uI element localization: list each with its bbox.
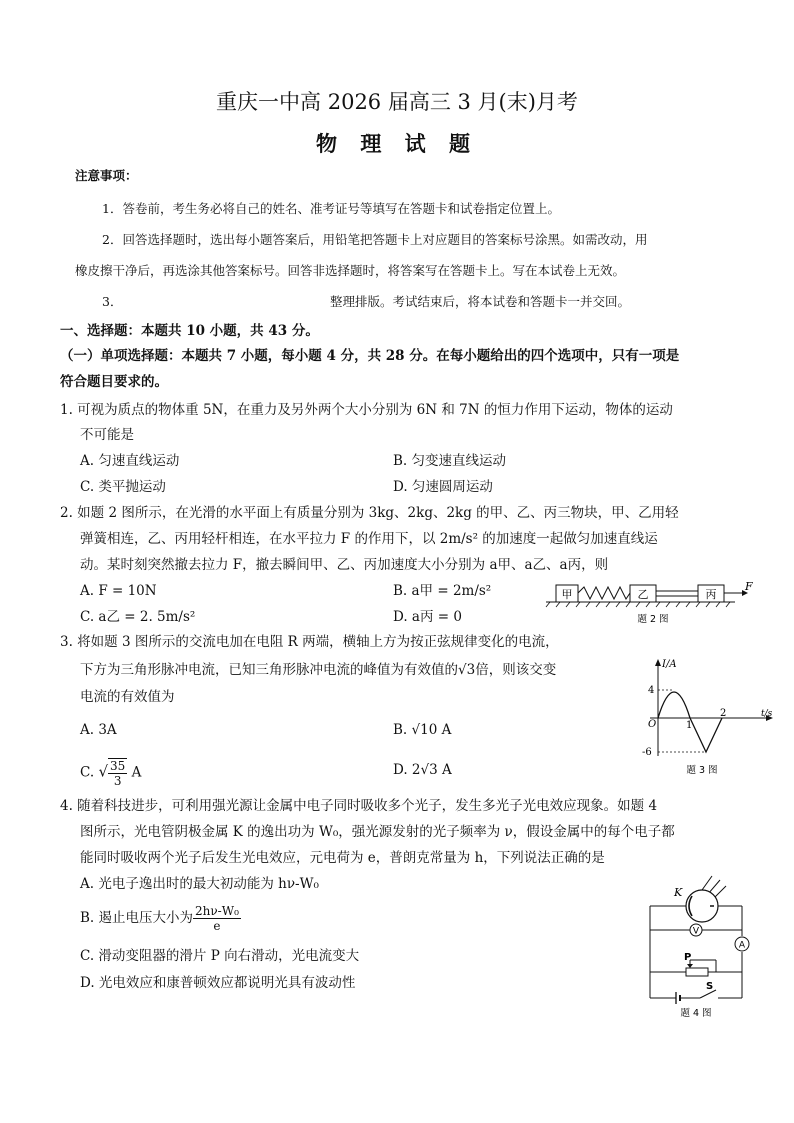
- q3-y-axis-label: I/A: [662, 659, 677, 670]
- q4-fig-label-s: S: [706, 981, 714, 992]
- note-2b: 橡皮擦干净后，再选涂其他答案标号。回答非选择题时，将答案写在答题卡上。写在本试卷上无效。: [75, 263, 626, 278]
- q4-b-numerator: 2hν-W₀: [195, 904, 239, 918]
- q4-option-b: [80, 904, 241, 933]
- section-sub-b: 符合题目要求的。: [60, 374, 168, 390]
- sine-pulse: [658, 692, 690, 718]
- triangle-pulse: [690, 718, 722, 752]
- q3-tick-2: 2: [720, 708, 727, 719]
- q2-fig-label-bing: 丙: [705, 588, 717, 601]
- q3-option-c: [80, 758, 141, 788]
- q3-option-c-fraction: [108, 758, 127, 788]
- q1-stem-a: 1. 可视为质点的物体重 5N，在重力及另外两个大小分别为 6N 和 7N 的恒力作用下运动，物体的运动: [60, 402, 673, 418]
- q3-option-c-unit: A: [131, 764, 142, 781]
- q3-c-denominator: 3: [113, 774, 122, 788]
- note-1: 1．答卷前，考生务必将自己的姓名、准考证号等填写在答题卡和试卷指定位置上。: [102, 201, 560, 216]
- q4-fig-label-a: A: [738, 940, 746, 951]
- q2-fig-label-jia: 甲: [561, 588, 573, 601]
- q3-stem-b: 下方为三角形脉冲电流，已知三角形脉冲电流的峰值为有效值的√3倍，则该交变: [80, 662, 557, 678]
- q4-figure: [640, 872, 760, 1020]
- q3-figure: [640, 656, 785, 778]
- q4-stem-c: 能同时吸收两个光子后发生光电效应，元电荷为 e，普朗克常量为 h，下列说法正确的是: [80, 850, 605, 866]
- section-sub-a: （一）单项选择题：本题共 7 小题，每小题 4 分，共 28 分。在每小题给出的四个选项中，只有一项是: [60, 348, 680, 364]
- q1-option-b: B. 匀变速直线运动: [393, 453, 507, 469]
- note-3b: 整理排版。考试结束后，将本试卷和答题卡一并交回。: [330, 294, 631, 309]
- q2-option-c: C. a乙 = 2. 5m/s²: [80, 609, 196, 625]
- q1-stem-b: 不可能是: [80, 427, 134, 443]
- q1-option-a: A. 匀速直线运动: [80, 453, 180, 469]
- q3-stem-a: 3. 将如题 3 图所示的交流电加在电阻 R 两端，横轴上方为按正弦规律变化的电流，: [60, 634, 559, 650]
- notes-heading: 注意事项：: [75, 168, 138, 183]
- q3-fig-caption: 题 3 图: [686, 765, 718, 776]
- q4-option-b-label: B. 遏止电压大小为: [80, 910, 194, 926]
- q4-stem-a: 4. 随着科技进步，可利用强光源让金属中电子同时吸收多个光子，发生多光子光电效应现象。如题 4: [60, 798, 658, 814]
- rheostat: [686, 968, 708, 976]
- q4-option-a: A. 光电子逸出时的最大初动能为 hν-W₀: [80, 876, 319, 892]
- exam-subtitle: 物 理 试 题: [316, 131, 478, 156]
- q4-option-d: D. 光电效应和康普顿效应都说明光具有波动性: [80, 975, 356, 991]
- q3-option-d: D. 2√3 A: [393, 762, 452, 778]
- q3-option-b: B. √10 A: [393, 722, 452, 738]
- q2-stem-a: 2. 如题 2 图所示，在光滑的水平面上有质量分别为 3kg、2kg、2kg 的甲、乙、丙三物块，甲、乙用轻: [60, 505, 679, 521]
- spring: [578, 587, 630, 599]
- q2-figure: [540, 580, 755, 626]
- q2-stem-c: 动。某时刻突然撤去拉力 F，撤去瞬间甲、乙、丙加速度大小分别为 a甲、a乙、a丙，则: [80, 557, 609, 573]
- note-2a: 2．回答选择题时，选出每小题答案后，用铅笔把答题卡上对应题目的答案标号涂黑。如需改动，用: [102, 232, 648, 247]
- q4-stem-b: 图所示，光电管阴极金属 K 的逸出功为 W₀，强光源发射的光子频率为 ν，假设金属中的每个电子都: [80, 824, 675, 840]
- q4-fig-label-p: P: [684, 952, 692, 963]
- q2-option-d: D. a丙 = 0: [393, 609, 462, 625]
- q4-option-b-fraction: [193, 904, 241, 933]
- sqrt-icon: √: [98, 762, 108, 781]
- q2-fig-caption: 题 2 图: [637, 614, 669, 625]
- q1-option-c: C. 类平抛运动: [80, 479, 166, 495]
- q2-option-b: B. a甲 = 2m/s²: [393, 583, 492, 599]
- q4-b-denominator: e: [213, 919, 221, 933]
- q3-tick-neg6: -6: [642, 747, 652, 758]
- q3-x-axis-label: t/s: [761, 709, 773, 719]
- q2-fig-label-yi: 乙: [637, 588, 649, 601]
- q3-c-numerator: 35: [110, 759, 126, 773]
- q3-option-c-label: C.: [80, 764, 95, 781]
- q3-option-a: A. 3A: [80, 722, 117, 738]
- q3-tick-1: 1: [686, 720, 693, 731]
- exam-title: 重庆一中高 2026 届高三 3 月(末)月考: [216, 90, 578, 114]
- q2-fig-label-force: F: [745, 580, 753, 593]
- section-heading: 一、选择题：本题共 10 小题，共 43 分。: [60, 323, 319, 339]
- q1-option-d: D. 匀速圆周运动: [393, 479, 493, 495]
- note-3a: 3．: [102, 294, 123, 309]
- q3-origin-label: O: [648, 719, 657, 730]
- q4-fig-caption: 题 4 图: [680, 1008, 712, 1019]
- q2-stem-b: 弹簧相连，乙、丙用轻杆相连，在水平拉力 F 的作用下，以 2m/s² 的加速度一起做匀加速直线运: [80, 531, 658, 547]
- q4-fig-label-v: V: [692, 926, 700, 937]
- q2-option-a: A. F = 10N: [80, 583, 157, 599]
- q3-tick-4: 4: [648, 685, 655, 696]
- q3-stem-c: 电流的有效值为: [80, 689, 175, 705]
- q4-fig-label-k: K: [674, 886, 683, 899]
- q4-option-c: C. 滑动变阻器的滑片 P 向右滑动，光电流变大: [80, 948, 360, 964]
